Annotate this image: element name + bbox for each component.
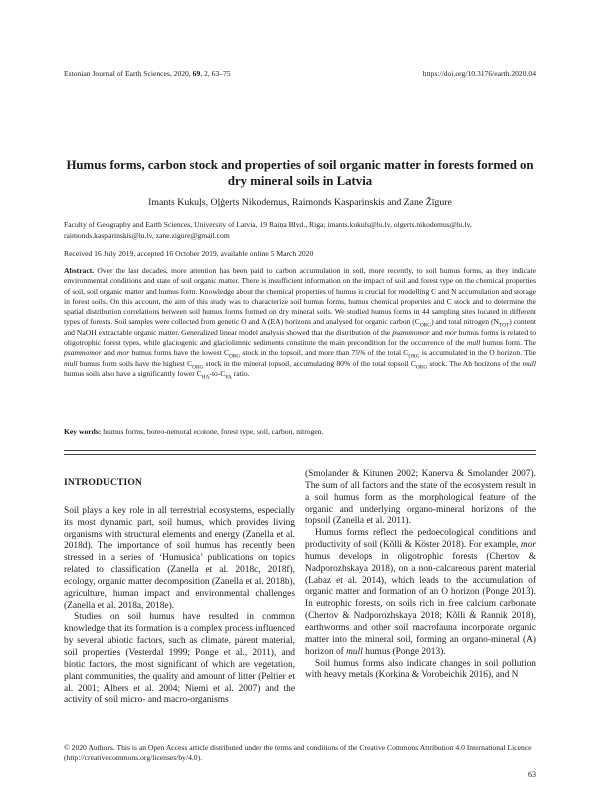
body-column-right xyxy=(305,469,536,682)
article-title: Humus forms, carbon stock and properties of soil organic matter in forests formed on dry mineral soils in Latvia xyxy=(66,158,534,188)
page-number: 63 xyxy=(528,770,536,779)
keywords: Key words: humus forms, boreo-nemoral ecotone, forest type, soil, carbon, nitrogen. xyxy=(64,427,324,436)
keywords-label: Key words: xyxy=(64,427,102,436)
section-heading-introduction: INTRODUCTION xyxy=(64,477,142,488)
intro-paragraph-2-continued: (Smolander & Kitunen 2002; Kanerva & Smolander 2007). The sum of all factors and the state of the ecosystem result in a soil humus form as the morphological feature of the organic and underlying organo-mineral horizons of the topsoil (Zanella et al. 2011). xyxy=(305,469,536,527)
license-note: © 2020 Authors. This is an Open Access article distributed under the terms and conditions of the Creative Commons Attribution 4.0 International Licence (http://creativecommons.org/licenses/by/4.0). xyxy=(64,743,532,762)
publication-dates: Received 16 July 2019, accepted 16 October 2019, available online 5 March 2020 xyxy=(64,249,314,258)
body-column-left xyxy=(64,477,295,707)
divider-top xyxy=(64,450,536,451)
divider-bottom xyxy=(64,454,536,455)
intro-paragraph-2: Studies on soil humus have resulted in common knowledge that its formation is a complex process influenced by several abiotic factors, such as climate, parent material, soil properties (Vesterdal 1999; Ponge et al., 2011), and biotic factors, the most significant of which are vegetation, plant communities, the quality and amount of litter (Peltier et al. 2001; Albers et al. 2004; Niemi et al. 2007) and the activity of soil micro- and macro-organisms xyxy=(64,612,295,706)
doi-link[interactable]: https://doi.org/10.3176/earth.2020.04 xyxy=(422,69,536,78)
volume-number: 69 xyxy=(192,69,201,78)
intro-paragraph-4: Soil humus forms also indicate changes in soil pollution with heavy metals (Korkina & Vorobeichik 2016), and N xyxy=(305,658,536,681)
abstract-label: Abstract. xyxy=(64,266,95,275)
journal-citation: Estonian Journal of Earth Sciences, 2020, 69, 2, 63–75 xyxy=(64,69,231,78)
intro-paragraph-1: Soil plays a key role in all terrestrial ecosystems, especially its most dynamic part, soil humus, which provides living organisms with structural elements and energy (Zanella et al. 2018d). The importance of soil humus has recently been stressed in a series of ‘Humusica’ publications on topics related to classification (Zanella et al. 2018c, 2018f), ecology, organic matter decomposition (Zanella et al. 2018b), agriculture, human impact and environmental challenges (Zanella et al. 2018a, 2018e). xyxy=(64,505,295,611)
author-list: Imants Kukuļs, Oļģerts Nikodemus, Raimonds Kasparinskis and Zane Žīgure xyxy=(148,197,452,208)
intro-paragraph-3: Humus forms reflect the pedoecological conditions and productivity of soil (Kõlli & Köster 2018). For example, mor humus develops in oligotrophic forests (Chertov & Nadporozhskaya 2018), on a non-calcareous parent material (Labaz et al. 2014), which leads to the accumulation of organic matter and formation of an O horizon (Ponge 2013). In eutrophic forests, on soils rich in free calcium carbonate (Chertov & Nadporozhskaya 2018; Kõlli & Rannik 2018), earthworms and other soil macrofauna incorporate organic matter into the mineral soil, forming an organo-mineral (A) horizon of mull humus (Ponge 2013). xyxy=(305,528,536,657)
abstract: Abstract. Over the last decades, more attention has been paid to carbon accumulation in soil, more recently, to soil humus forms, as they indicate environmental conditions and state of soil organic matter. There is insufficient information on the impact of soil and forest type on the chemical properties of soil, soil organic matter and humus form. Knowledge about the chemical properties of humus is crucial for modelling C and N accumulation and storage in forest soils. On this account, the aim of this study was to characterize soil humus forms, humus chemical properties and C stock and to determine the spatial distribution correlations between soil humus forms formed on dry mineral soils. We studied humus forms in 44 sampling sites located in different types of forests. Soil samples were collected from genetic O and A (EA) horizons and analysed for organic carbon $(C_{ORG})$ and total nitrogen $(N_{TOT})$ content and NaOH extractable organic matter. Generalized linear model analysis showed that the distribution of the psammomor and mor humus forms is related to oligotrophic forest types, while glaciogenic and glaciolimnic sediments constitute the main precondition for the occurrence of the mull humus form. The psammomor and mor humus forms have the lowest $C_{ORG}$ stock in the topsoil, and more than 75% of the total $C_{ORG}$ is accumulated in the O horizon. The mull humus form soils have the highest $C_{ORG}$ stock in the mineral topsoil, accumulating 80% of the total topsoil $C_{ORG}$ stock. The Ah horizons of the mull humus soils also have a significantly lower $C_{HA}-to-C_{FA}$ ratio. xyxy=(64,266,536,381)
affiliation: Faculty of Geography and Earth Sciences, University of Latvia, 19 Raiņa Blvd., Riga; imants.kukuls@lu.lv, olgerts.nikodemus@lu.lv, raimonds.kasparinskis@lu.lv, zane.zigure@gmail.com xyxy=(64,220,472,240)
